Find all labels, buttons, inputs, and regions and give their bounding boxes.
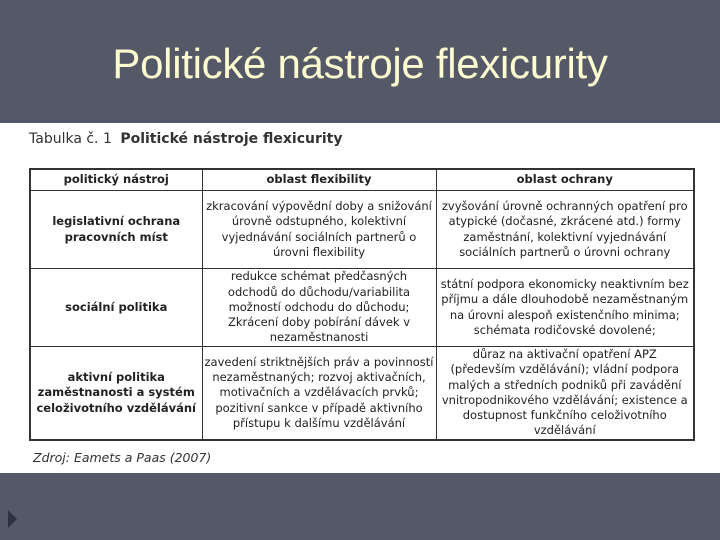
cell-flexibility: zkracování výpovědní doby a snižování úrovně odstupného, kolektivní vyjednávání sociálních partnerů o úrovni flexibility xyxy=(202,191,436,269)
cell-tool: aktivní politika zaměstnanosti a systém celoživotního vzdělávání xyxy=(30,347,202,440)
table-header-row xyxy=(30,169,694,191)
decorative-texture xyxy=(0,473,70,503)
cell-tool: legislativní ochrana pracovních míst xyxy=(30,191,202,269)
slide-title: Politické nástroje flexicurity xyxy=(112,40,608,87)
cell-protection: státní podpora ekonomicky neaktivním bez příjmu a dále dlouhodobě nezaměstnaným na úrovni alespoň existenčního minima; schémata rodičovské dovolené; xyxy=(436,269,694,347)
cell-flexibility: zavedení striktnějších práv a povinností nezaměstnaných; rozvoj aktivačních, motivačních a vzdělávacích prvků; pozitivní sankce v případě aktivního přístupu k dalšímu vzdělávání xyxy=(202,347,436,440)
table-caption xyxy=(29,131,343,147)
table-row xyxy=(30,347,694,440)
header-flexibility: oblast flexibility xyxy=(202,169,436,191)
table-image-panel xyxy=(0,123,720,473)
cell-tool: sociální politika xyxy=(30,269,202,347)
cell-protection: zvyšování úrovně ochranných opatření pro atypické (dočasné, zkrácené atd.) formy zaměstnání, kolektivní vyjednávání sociálních partnerů o úrovni ochrany xyxy=(436,191,694,269)
table-caption-name: Politické nástroje flexicurity xyxy=(120,131,343,147)
table-caption-number: Tabulka č. 1 xyxy=(29,131,112,147)
flexicurity-table xyxy=(29,168,695,441)
table-row xyxy=(30,191,694,269)
cell-protection: důraz na aktivační opatření APZ (především vzdělávání); vládní podpora malých a středních podniků při zavádění vnitropodnikového vzdělávání; existence a dostupnost funkčního celoživotního vzdělávání xyxy=(436,347,694,440)
table-source: Zdroj: Eamets a Paas (2007) xyxy=(33,450,212,465)
header-protection: oblast ochrany xyxy=(436,169,694,191)
arrow-right-icon[interactable] xyxy=(8,510,17,528)
table-row xyxy=(30,269,694,347)
header-political-tool: politický nástroj xyxy=(30,169,202,191)
cell-flexibility: redukce schémat předčasných odchodů do důchodu/variabilita možností odchodu do důchodu; Zkrácení doby pobírání dávek v nezaměstnanosti xyxy=(202,269,436,347)
